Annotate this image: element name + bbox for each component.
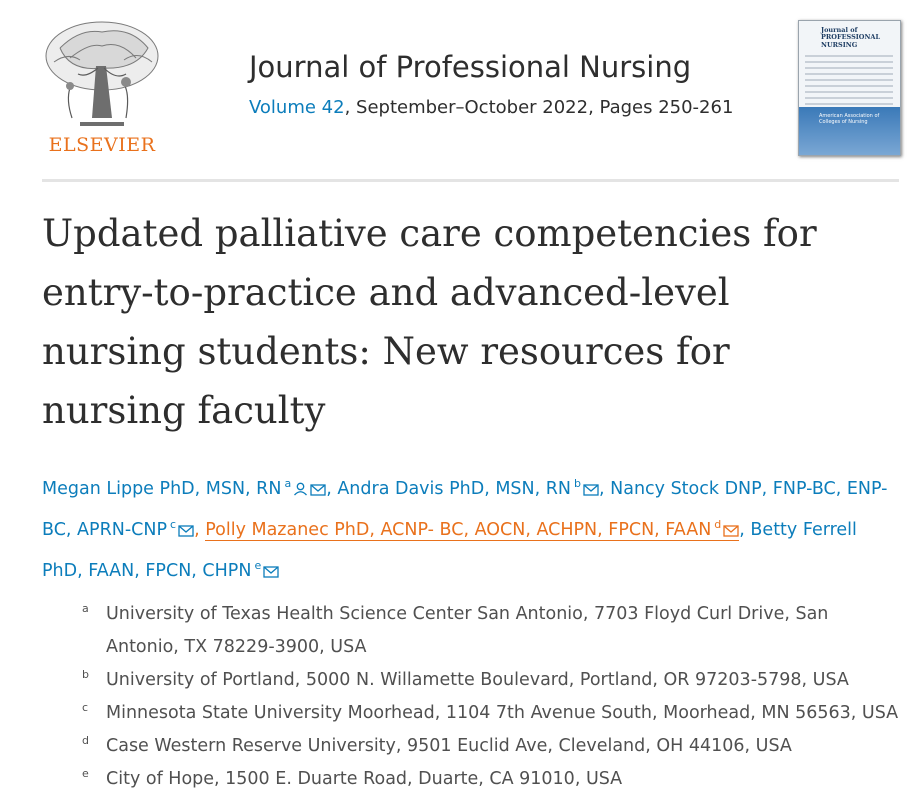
- volume-link[interactable]: Volume 42: [249, 96, 345, 118]
- issue-info: , September–October 2022, Pages 250-261: [344, 96, 734, 118]
- person-icon[interactable]: [293, 475, 308, 508]
- header-divider: [42, 179, 899, 182]
- affiliation-text: University of Portland, 5000 N. Willamette Boulevard, Portland, OR 97203-5798, USA: [106, 670, 849, 690]
- article-header: [0, 0, 923, 182]
- affiliation-mark: c: [82, 701, 89, 714]
- email-icon[interactable]: [310, 475, 326, 508]
- author-separator: ,: [739, 520, 751, 540]
- affiliation-item: [82, 730, 902, 763]
- author-name: Polly Mazanec PhD, ACNP- BC, AOCN, ACHPN, FPCN, FAAN: [205, 520, 712, 540]
- affiliation-ref: d: [714, 518, 722, 531]
- affiliation-mark: d: [82, 734, 89, 747]
- journal-issue: [249, 97, 733, 118]
- affiliation-text: City of Hope, 1500 E. Duarte Road, Duarte, CA 91010, USA: [106, 769, 623, 789]
- email-icon[interactable]: [723, 516, 739, 549]
- affiliation-item: [82, 697, 902, 730]
- cover-footer: American Association of Colleges of Nursing: [819, 113, 880, 125]
- affiliation-ref: b: [574, 477, 581, 490]
- author-separator: ,: [598, 479, 611, 499]
- affiliation-item: [82, 664, 902, 697]
- affiliation-text: University of Texas Health Science Center San Antonio, 7703 Floyd Curl Drive, San Antonio, TX 78229-3900, USA: [106, 604, 829, 657]
- email-icon[interactable]: [583, 475, 599, 508]
- journal-cover-thumbnail[interactable]: [798, 20, 901, 156]
- author-name: Nancy Stock DNP, FNP-BC, ENP-BC, APRN-CNP: [42, 479, 888, 540]
- email-icon[interactable]: [178, 516, 194, 549]
- affiliation-text: Minnesota State University Moorhead, 1104 7th Avenue South, Moorhead, MN 56563, USA: [106, 703, 899, 723]
- journal-info: [249, 50, 733, 118]
- affiliation-ref: e: [254, 559, 262, 572]
- affiliation-list: [82, 598, 902, 796]
- author-name: Andra Davis PhD, MSN, RN: [337, 479, 571, 499]
- author-lippe[interactable]: [42, 479, 326, 499]
- affiliation-item: [82, 763, 902, 796]
- cover-contents: [805, 51, 893, 109]
- author-list: [42, 467, 892, 590]
- affiliation-mark: b: [82, 668, 89, 681]
- affiliation-ref: a: [284, 477, 292, 490]
- affiliation-mark: e: [82, 767, 89, 780]
- article-title: Updated palliative care competencies for entry-to-practice and advanced-level nursing students: New resources for nursing faculty: [42, 212, 817, 432]
- author-davis[interactable]: [337, 479, 599, 499]
- affiliation-item: [82, 598, 902, 664]
- author-name: Megan Lippe PhD, MSN, RN: [42, 479, 282, 499]
- journal-title[interactable]: Journal of Professional Nursing: [249, 50, 692, 84]
- affiliation-ref: c: [170, 518, 177, 531]
- elsevier-logo[interactable]: [40, 18, 164, 160]
- author-separator: ,: [326, 479, 338, 499]
- publisher-name: ELSEVIER: [48, 134, 156, 156]
- author-mazanec[interactable]: [205, 520, 739, 541]
- cover-title: Journal of PROFESSIONAL NURSING: [821, 26, 881, 49]
- email-icon[interactable]: [263, 557, 279, 590]
- tree-logo-icon: [40, 18, 164, 130]
- affiliation-text: Case Western Reserve University, 9501 Euclid Ave, Cleveland, OH 44106, USA: [106, 736, 792, 756]
- affiliation-mark: a: [82, 602, 89, 615]
- author-name: Betty Ferrell PhD, FAAN, FPCN, CHPN: [42, 520, 857, 581]
- author-separator: ,: [194, 520, 206, 540]
